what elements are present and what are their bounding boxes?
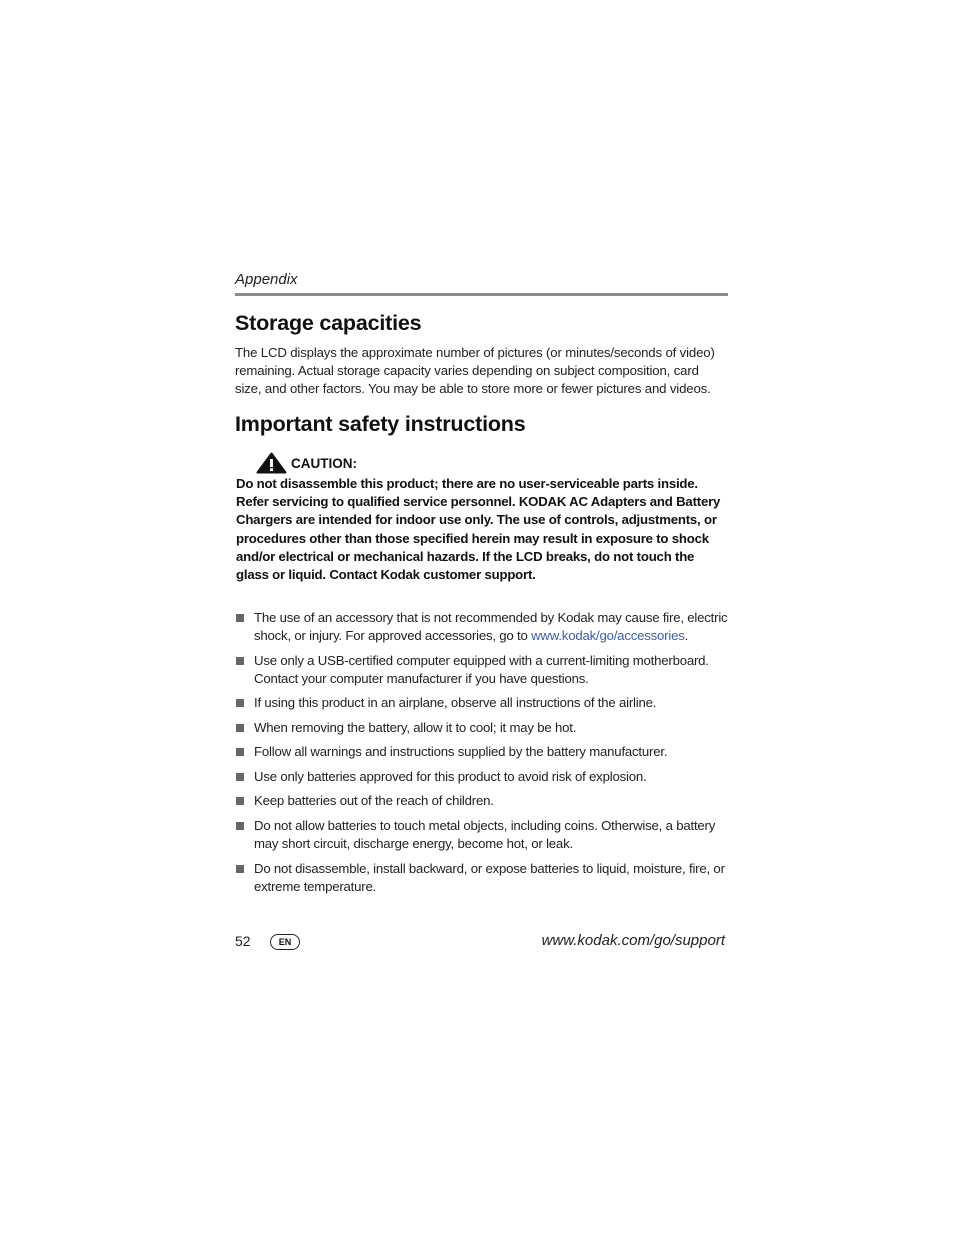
- list-item-text: The use of an accessory that is not recommended by Kodak may cause fire, electric shock, or injury. For approved accessories, go to: [254, 610, 728, 644]
- storage-heading: Storage capacities: [235, 311, 422, 335]
- safety-heading: Important safety instructions: [235, 412, 526, 436]
- list-item-text: If using this product in an airplane, observe all instructions of the airline.: [254, 695, 657, 711]
- list-item-text-end: .: [684, 628, 689, 644]
- square-bullet-icon: [236, 773, 244, 781]
- language-badge: EN: [270, 934, 300, 950]
- square-bullet-icon: [236, 822, 244, 830]
- list-item-text: Use only a USB-certified computer equipped with a current-limiting motherboard. Contact your computer manufacturer if you have questions.: [254, 652, 709, 686]
- accessories-link[interactable]: www.kodak/go/accessories: [531, 628, 685, 644]
- caution-text: Do not disassemble this product; there are no user-serviceable parts inside. Refer servicing to qualified service personnel. KODAK AC Adapters and Battery Chargers are intended for indoor use only. The use of controls, adjustments, or procedures other than those specified herein may result in exposure to shock and/or electrical or mechanical hazards. If the LCD breaks, do not touch the glass or liquid. Contact Kodak customer support.: [236, 476, 721, 583]
- warning-triangle-icon: [256, 452, 287, 474]
- square-bullet-icon: [236, 797, 244, 805]
- list-item: [235, 743, 728, 761]
- safety-list: [235, 609, 728, 902]
- square-bullet-icon: [236, 614, 244, 622]
- list-item: [235, 652, 728, 688]
- list-item-text: Keep batteries out of the reach of children.: [254, 793, 494, 809]
- list-item-text: Do not allow batteries to touch metal objects, including coins. Otherwise, a battery may short circuit, discharge energy, become hot, or leak.: [254, 817, 716, 852]
- header-rule: [235, 293, 728, 296]
- square-bullet-icon: [236, 748, 244, 756]
- caution-label: CAUTION:: [291, 455, 357, 471]
- list-item: [235, 817, 728, 853]
- support-url[interactable]: www.kodak.com/go/support: [541, 932, 725, 949]
- list-item: [235, 792, 728, 810]
- list-item-text: Follow all warnings and instructions supplied by the battery manufacturer.: [254, 744, 668, 760]
- storage-paragraph: The LCD displays the approximate number of pictures (or minutes/seconds of video) remaining. Actual storage capacity varies depending on subject composition, card size, and other factors. You may be able to store more or fewer pictures and videos.: [235, 345, 715, 397]
- list-item-text: Use only batteries approved for this product to avoid risk of explosion.: [254, 768, 647, 784]
- list-item-text: Do not disassemble, install backward, or expose batteries to liquid, moisture, fire, or extreme temperature.: [254, 860, 725, 894]
- list-item: [235, 694, 728, 712]
- page-number: 52: [235, 933, 251, 949]
- list-item-text: When removing the battery, allow it to cool; it may be hot.: [254, 719, 577, 735]
- square-bullet-icon: [236, 724, 244, 732]
- list-item: [235, 860, 728, 896]
- list-item: [235, 768, 728, 786]
- square-bullet-icon: [236, 699, 244, 707]
- caution-header: [256, 452, 357, 474]
- list-item: [235, 719, 728, 737]
- square-bullet-icon: [236, 865, 244, 873]
- section-label: Appendix: [235, 271, 298, 288]
- list-item: [235, 609, 728, 645]
- square-bullet-icon: [236, 657, 244, 665]
